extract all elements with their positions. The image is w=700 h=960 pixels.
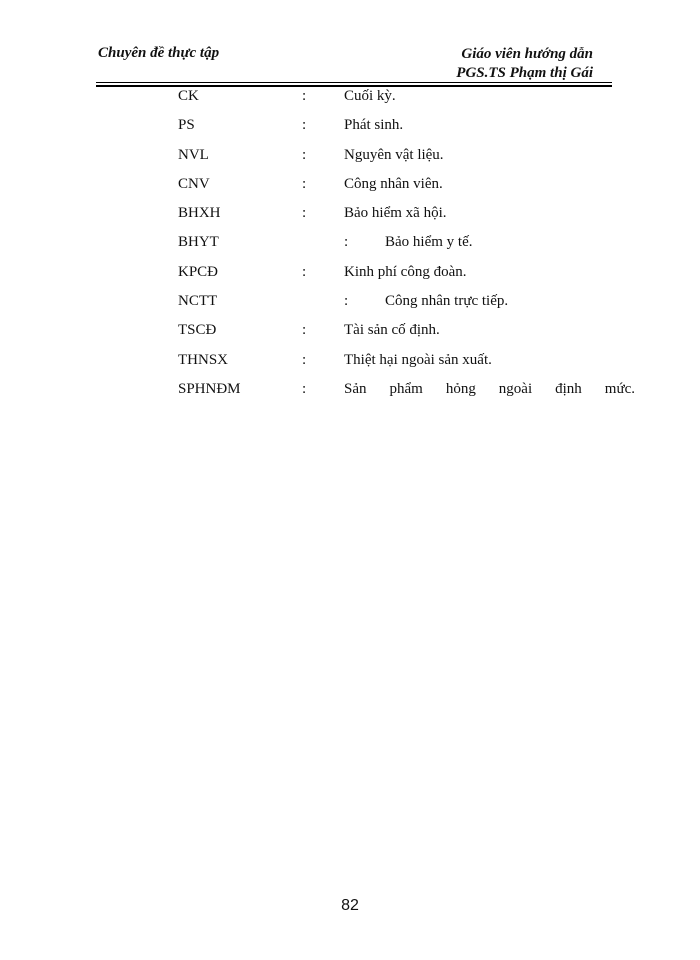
abbreviation-row [0, 322, 700, 351]
abbreviation-row [0, 147, 700, 176]
abbreviation-term: CNV [178, 175, 210, 192]
abbreviation-term: CK [178, 88, 199, 104]
abbreviation-row [0, 88, 700, 117]
abbreviation-row [0, 234, 700, 263]
abbreviation-meaning: Bảo hiểm xã hội. [344, 205, 447, 222]
abbreviation-colon: : [344, 293, 349, 310]
abbreviation-colon: : [302, 117, 307, 134]
abbreviation-row [0, 352, 700, 381]
abbreviation-colon: : [302, 351, 307, 368]
abbreviation-colon: : [302, 205, 307, 222]
abbreviation-row [0, 205, 700, 234]
abbreviation-colon: : [302, 322, 307, 339]
abbreviation-colon: : [344, 234, 349, 251]
abbreviation-row [0, 381, 700, 410]
abbreviation-term: NCTT [178, 293, 218, 310]
abbreviation-meaning: Nguyên vật liệu. [344, 146, 444, 163]
abbreviation-term: BHXH [178, 205, 221, 222]
abbreviation-meaning: Cuối kỳ. [344, 88, 396, 104]
abbreviation-term: SPHNĐM [178, 380, 241, 397]
header-supervisor [456, 45, 593, 83]
abbreviation-meaning: Công nhân trực tiếp. [385, 293, 509, 310]
abbreviation-meaning: Bảo hiểm y tế. [385, 234, 473, 251]
header-document-type: Chuyên đề thực tập [98, 45, 220, 61]
header-supervisor-name: PGS.TS Phạm thị Gái [456, 65, 593, 81]
abbreviation-row [0, 264, 700, 293]
header-supervisor-label: Giáo viên hướng dẫn [461, 46, 593, 62]
abbreviation-meaning: Thiệt hại ngoài sản xuất. [344, 351, 492, 368]
abbreviation-meaning: Tài sản cố định. [344, 322, 440, 339]
abbreviation-colon: : [302, 175, 307, 192]
header-rule-thin [96, 82, 612, 83]
abbreviation-meaning: Phát sinh. [344, 117, 404, 134]
abbreviation-term: NVL [178, 146, 209, 163]
abbreviation-colon: : [302, 88, 307, 104]
abbreviation-row [0, 117, 700, 146]
abbreviation-colon: : [302, 263, 307, 280]
abbreviation-term: KPCĐ [178, 263, 219, 280]
abbreviation-term: THNSX [178, 351, 229, 368]
abbreviation-term: TSCĐ [178, 322, 217, 339]
abbreviation-row [0, 176, 700, 205]
abbreviation-row [0, 293, 700, 322]
abbreviation-meaning: Công nhân viên. [344, 175, 443, 192]
abbreviation-term: PS [178, 117, 195, 134]
abbreviation-colon: : [302, 380, 307, 397]
abbreviation-term: BHYT [178, 234, 219, 251]
abbreviation-list [0, 88, 700, 410]
abbreviation-meaning: Kinh phí công đoàn. [344, 263, 467, 280]
abbreviation-colon: : [302, 146, 307, 163]
header-rule-thick [96, 85, 612, 87]
page-number: 82 [341, 897, 359, 914]
abbreviation-meaning: Sản phẩm hỏng ngoài định mức. [344, 380, 635, 397]
